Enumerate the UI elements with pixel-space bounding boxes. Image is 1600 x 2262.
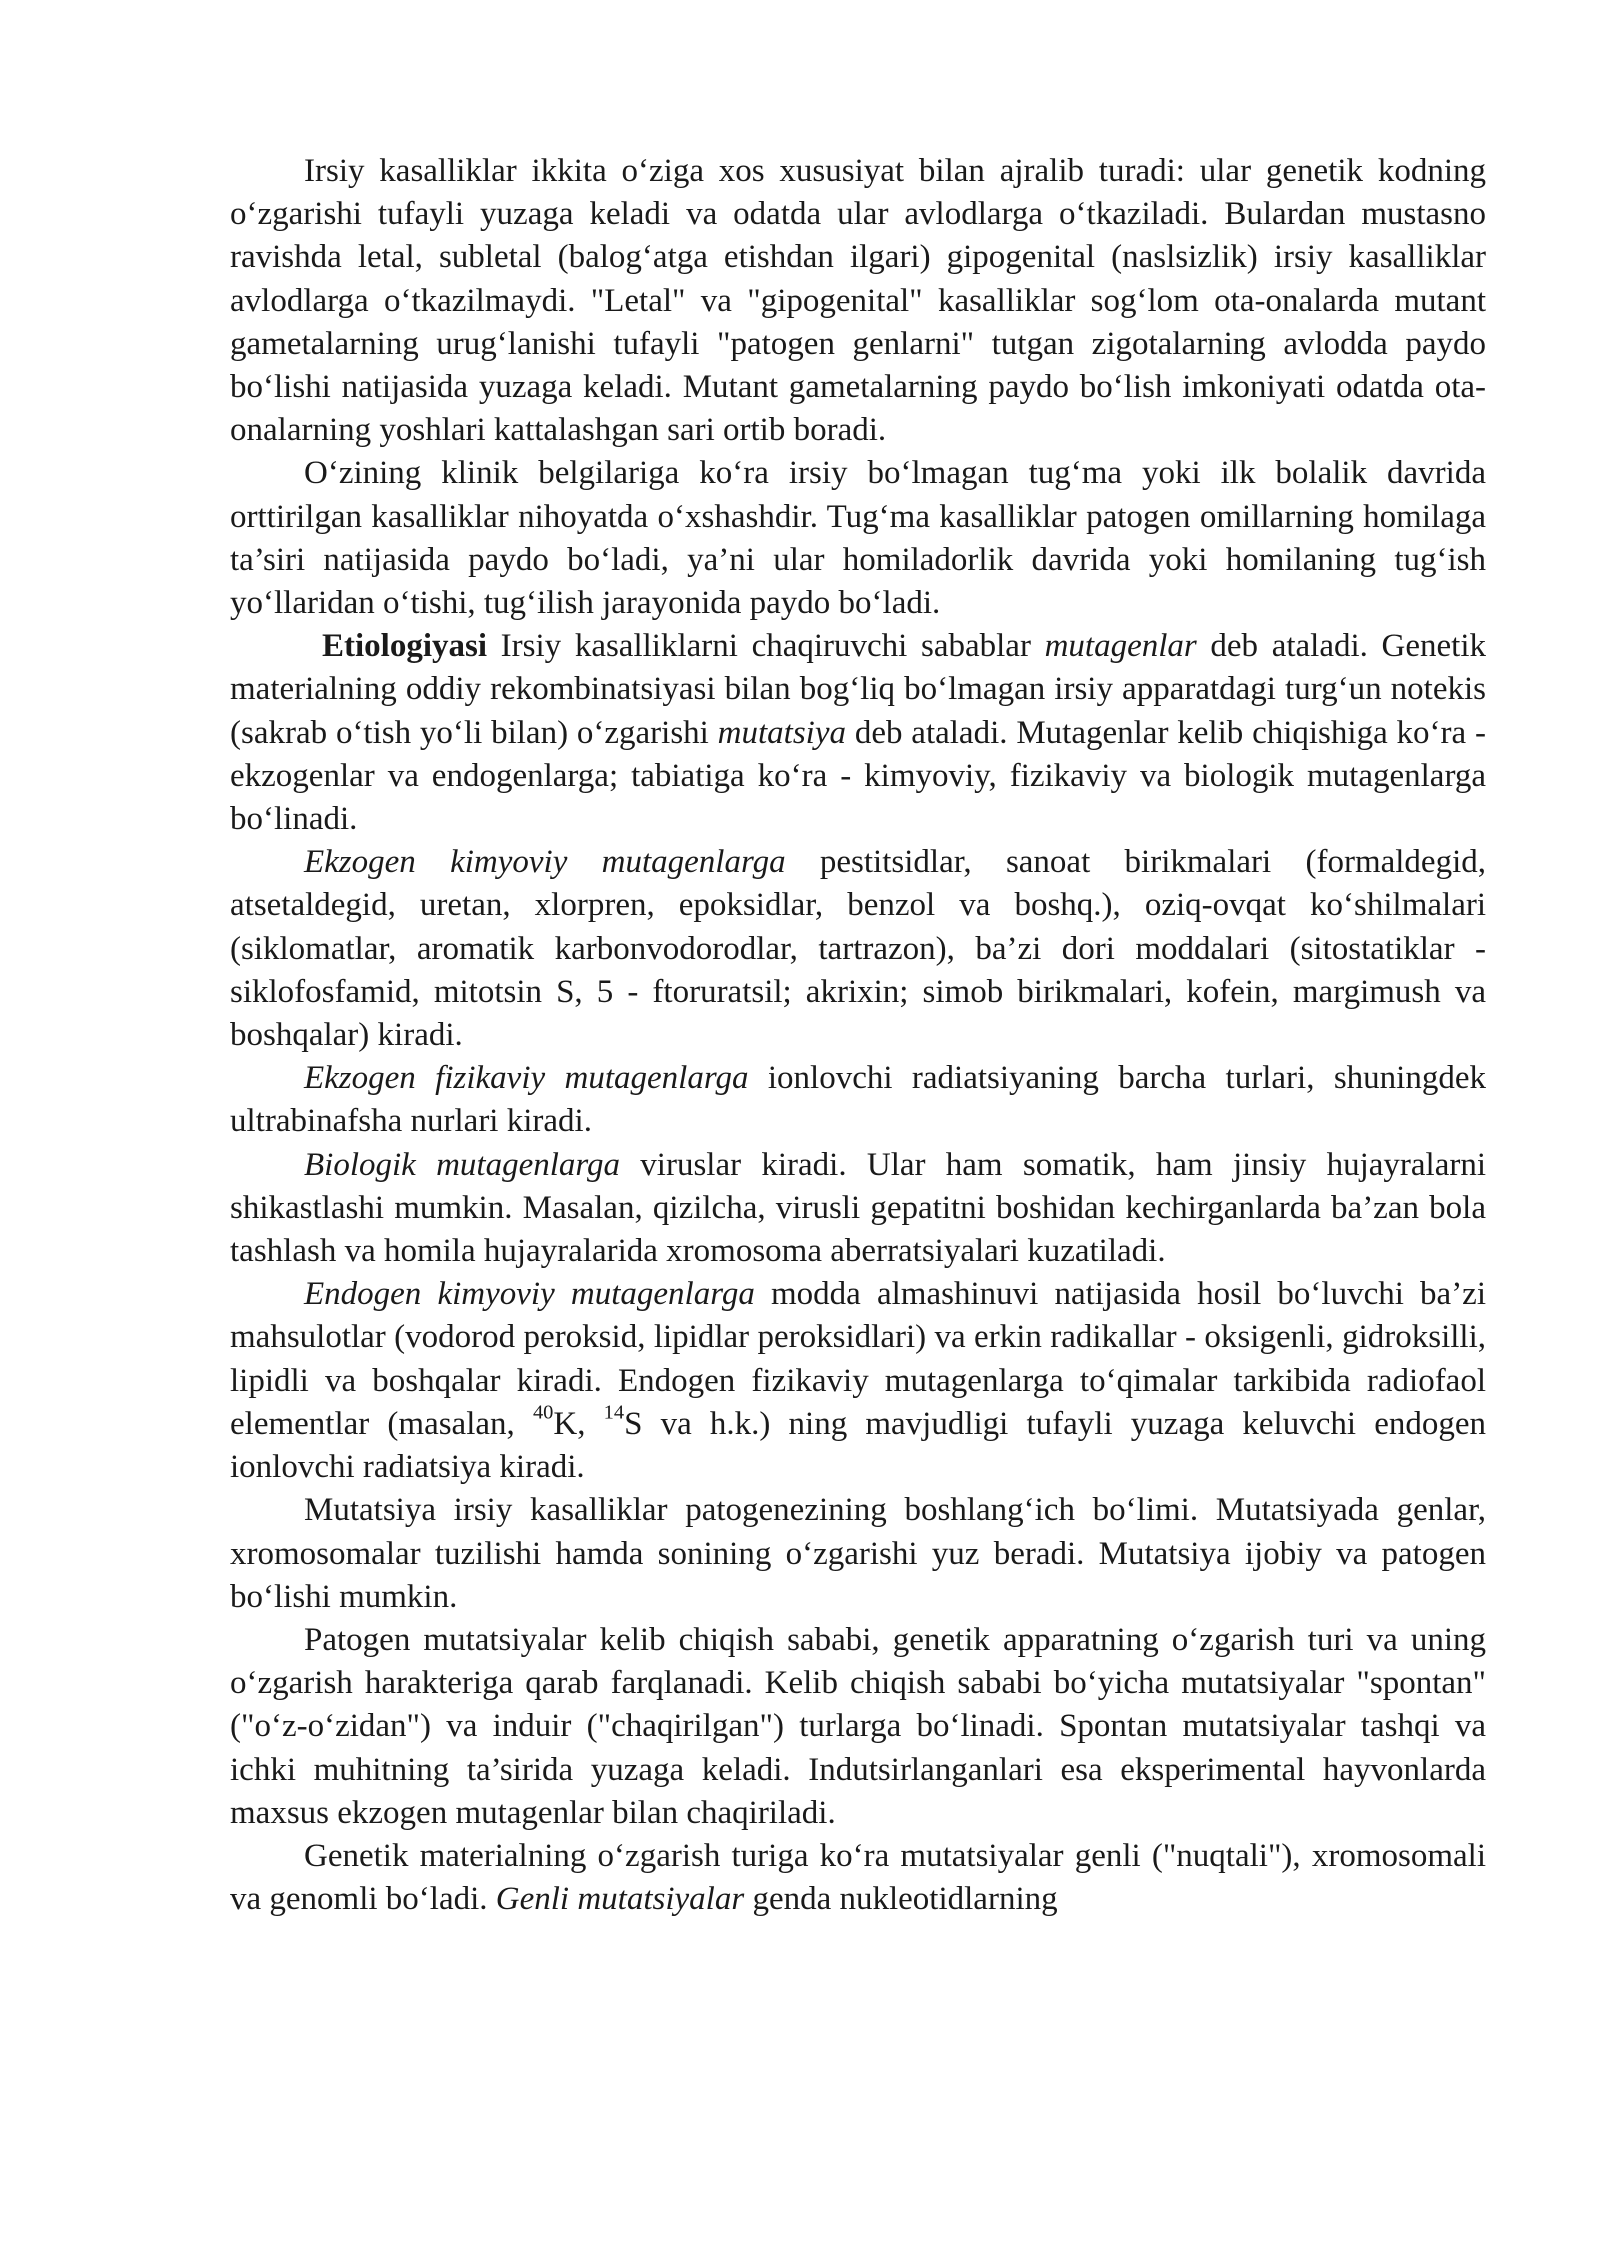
paragraph-pathogenic-mutations xyxy=(230,1619,1486,1835)
text: modda almashinuvi natijasida hosil bo‘luvchi ba’zi mahsulotlar (vodorod peroksid, lipidlar peroksidlari) va erkin radikallar - oksigenli, gidroksilli, lipidli va boshqalar kiradi. Endogen fizikaviy mutagenlarga to‘qimalar tarkibida radiofaol elementlar (masalan, xyxy=(230,1276,1486,1442)
text: Irsiy kasalliklarni chaqiruvchi sabablar xyxy=(487,628,1045,665)
text: Patogen mutatsiyalar kelib chiqish sababi, genetik apparatning o‘zgarish turi va uning o‘zgarish harakteriga qarab farqlanadi. Kelib chiqish sababi bo‘yicha mutatsiyalar "spontan" ("o‘z-o‘zidan") va induir ("chaqirilgan") turlarga bo‘linadi. Spontan mutatsiyalar tashqi va ichki muhitning ta’sirida yuzaga keladi. Indutsirlanganlari esa eksperimental hayvonlarda maxsus ekzogen mutagenlar bilan chaqiriladi. xyxy=(230,1621,1486,1831)
paragraph-exogenous-chemical xyxy=(230,841,1486,1057)
text: O‘zining klinik belgilariga ko‘ra irsiy bo‘lmagan tug‘ma yoki ilk bolalik davrida orttirilgan kasalliklar nihoyatda o‘xshashdir. Tug‘ma kasalliklar patogen omillarning homilaga ta’siri natijasida paydo bo‘ladi, ya’ni ular homiladorlik davrida yoki homilaning tug‘ish yo‘llaridan o‘tishi, tug‘ilish jarayonida paydo bo‘ladi. xyxy=(230,455,1486,622)
text: Genetik materialning o‘zgarish turiga ko‘ra mutatsiyalar genli ("nuqtali"), xromosomali va genomli bo‘ladi. xyxy=(230,1837,1486,1918)
paragraph-hereditary-diseases xyxy=(230,150,1486,452)
paragraph-mutation-types xyxy=(230,1835,1486,1921)
text: S va h.k.) ning mavjudligi tufayli yuzaga keluvchi endogen ionlovchi radiatsiya kiradi. xyxy=(230,1405,1486,1486)
paragraph-pathogenesis xyxy=(230,1489,1486,1619)
text: K, xyxy=(553,1405,604,1442)
paragraph-endogenous xyxy=(230,1273,1486,1489)
term-biological: Biologik mutagenlarga xyxy=(304,1146,621,1183)
term-exogenous-physical: Ekzogen fizikaviy mutagenlarga xyxy=(304,1060,749,1097)
section-heading-etiology: Etiologiyasi xyxy=(322,628,488,665)
text: ionlovchi radiatsiyaning barcha turlari, shuningdek ultrabinafsha nurlari kiradi. xyxy=(230,1060,1486,1140)
text: viruslar kiradi. Ular ham somatik, ham jinsiy hujayralarni shikastlashi mumkin. Masalan, qizilcha, virusli gepatitni boshidan kechirganlarda ba’zan bola tashlash va homila hujayralarida xromosoma aberratsiyalari kuzatiladi. xyxy=(230,1146,1486,1270)
text: deb ataladi. Genetik materialning oddiy rekombinatsiyasi bilan bog‘liq bo‘lmagan irsiy apparatdagi turg‘un notekis (sakrab o‘tish yo‘li bilan) o‘zgarishi xyxy=(230,628,1486,751)
paragraph-exogenous-physical xyxy=(230,1057,1486,1143)
text: Mutatsiya irsiy kasalliklar patogenezining boshlang‘ich bo‘limi. Mutatsiyada genlar, xromosomalar tuzilishi hamda sonining o‘zgarishi yuz beradi. Mutatsiya ijobiy va patogen bo‘lishi mumkin. xyxy=(230,1492,1486,1615)
document-page xyxy=(230,150,1486,1921)
term-gene-mutations: Genli mutatsiyalar xyxy=(495,1881,745,1918)
term-mutatsiya: mutatsiya xyxy=(717,714,846,751)
text: genda nukleotidlarning xyxy=(744,1881,1058,1918)
paragraph-congenital-diseases xyxy=(230,452,1486,625)
term-exogenous-chemical: Ekzogen kimyoviy mutagenlarga xyxy=(304,844,786,881)
paragraph-biological xyxy=(230,1144,1486,1274)
superscript-40: 40 xyxy=(532,1401,554,1424)
paragraph-etiology xyxy=(230,625,1486,841)
term-endogenous-chemical: Endogen kimyoviy mutagenlarga xyxy=(304,1276,755,1313)
text: Irsiy kasalliklar ikkita o‘ziga xos xususiyat bilan ajralib turadi: ular genetik kodning o‘zgarishi tufayli yuzaga keladi va odatda ular avlodlarga o‘tkaziladi. Bulardan mustasno ravishda letal, subletal (balog‘atga etishdan ilgari) gipogenital (naslsizlik) irsiy kasalliklar avlodlarga o‘tkazilmaydi. "Letal" va "gipogenital" kasalliklar sog‘lom ota-onalarda mutant gametalarning urug‘lanishi tufayli "patogen genlarni" tutgan zigotalarning avlodda paydo bo‘lishi natijasida yuzaga keladi. Mutant gametalarning paydo bo‘lish imkoniyati odatda ota-onalarning yoshlari kattalashgan sari ortib boradi. xyxy=(230,153,1486,449)
text: pestitsidlar, sanoat birikmalari (formaldegid, atsetaldegid, uretan, xlorpren, epoksidlar, benzol va boshq.), oziq-ovqat ko‘shilmalari (siklomatlar, aromatik karbonvodorodlar, tartrazon), ba’zi dori moddalari (sitostatiklar - siklofosfamid, mitotsin S, 5 - ftoruratsil; akrixin; simob birikmalari, kofein, margimush va boshqalar) kiradi. xyxy=(230,844,1486,1054)
superscript-14: 14 xyxy=(603,1401,625,1424)
term-mutagenlar: mutagenlar xyxy=(1044,628,1197,665)
text: deb ataladi. Mutagenlar kelib chiqishiga ko‘ra - ekzogenlar va endogenlarga; tabiatiga ko‘ra - kimyoviy, fizikaviy va biologik mutagenlarga bo‘linadi. xyxy=(230,714,1486,838)
